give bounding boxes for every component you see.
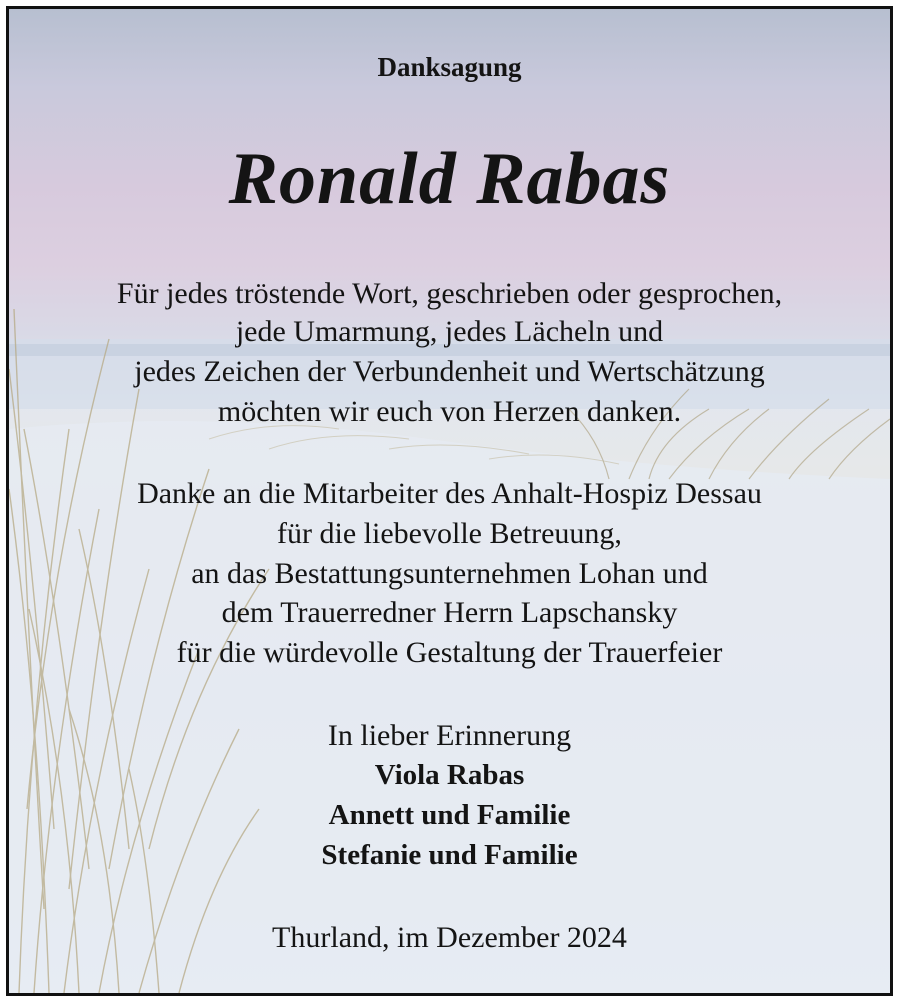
mourner-name: Viola Rabas bbox=[374, 759, 525, 791]
thanks-line: jedes Zeichen der Verbundenheit und Wertschätzung bbox=[134, 355, 765, 388]
notice-text bbox=[9, 9, 890, 993]
heading: Danksagung bbox=[377, 52, 522, 82]
thanks-line: möchten wir euch von Herzen danken. bbox=[217, 395, 682, 428]
thanks-line: jede Umarmung, jedes Lächeln und bbox=[235, 315, 664, 348]
remembrance-line: In lieber Erinnerung bbox=[327, 719, 572, 752]
acknowledgement-line: Danke an die Mitarbeiter des Anhalt-Hospiz Dessau bbox=[137, 477, 762, 510]
mourner-name: Stefanie und Familie bbox=[321, 839, 578, 871]
acknowledgement-line: für die würdevolle Gestaltung der Trauerfeier bbox=[176, 636, 723, 669]
place-date: Thurland, im Dezember 2024 bbox=[272, 921, 627, 954]
acknowledgement-line: für die liebevolle Betreuung, bbox=[277, 517, 622, 550]
deceased-name: Ronald Rabas bbox=[228, 138, 671, 220]
thanks-line: Für jedes tröstende Wort, geschrieben oder gesprochen, bbox=[116, 277, 783, 310]
acknowledgement-line: dem Trauerredner Herrn Lapschansky bbox=[221, 596, 678, 629]
mourner-name: Annett und Familie bbox=[328, 799, 571, 831]
acknowledgement-line: an das Bestattungsunternehmen Lohan und bbox=[191, 557, 708, 590]
obituary-card bbox=[6, 6, 893, 996]
